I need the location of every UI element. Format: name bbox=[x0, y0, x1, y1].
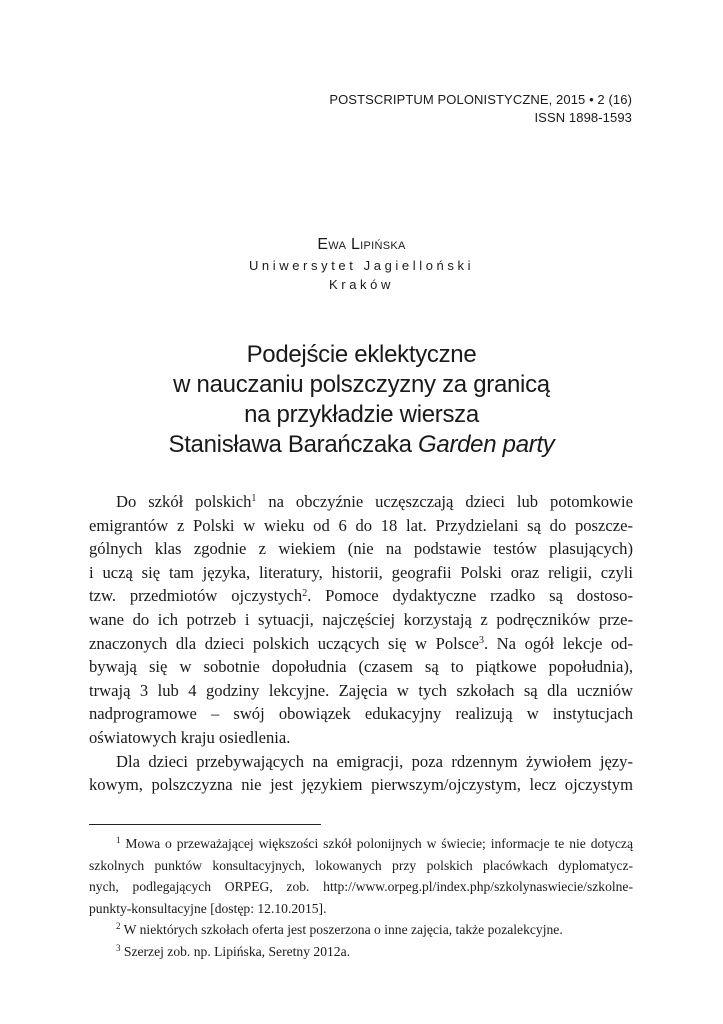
poem-title: Garden party bbox=[418, 431, 555, 458]
footnote-line: punkty-konsultacyjne [dostęp: 12.10.2015]. bbox=[89, 900, 327, 916]
body-line: kowym, polszczyzna nie jest językiem pierwszym/ojczystym, lecz ojczystym bbox=[89, 775, 633, 795]
journal-header bbox=[329, 91, 632, 127]
body-line: oświatowych kraju osiedlenia. bbox=[89, 727, 291, 747]
footnote-line: $^3$ Szerzej zob. np. Lipińska, Seretny 2012a. bbox=[116, 942, 351, 959]
footnote-line: $^2$ W niektórych szkołach oferta jest poszerzona o inne zajęcia, także pozalekcyjne. bbox=[116, 921, 563, 937]
body-line: znaczonych dla dzieci polskich uczących się w Polsce$^3$. Na ogół lekcje od- bbox=[89, 633, 634, 653]
title-line: na przykładzie wiersza bbox=[244, 401, 479, 428]
footnote-ref[interactable]: 1 bbox=[251, 493, 257, 505]
body-line: tzw. przedmiotów ojczystych$^2$. Pomoce dydaktyczne rzadko są dostoso- bbox=[89, 586, 633, 606]
author-block bbox=[0, 234, 723, 294]
title-line bbox=[0, 430, 723, 460]
body-line: emigrantów z Polski w wieku od 6 do 18 lat. Przydzielani są do poszcze- bbox=[89, 515, 633, 535]
body-line: gólnych klas zgodnie z wiekiem (nie na podstawie testów plasujących) bbox=[89, 539, 633, 559]
title-text: Stanisława Barańczaka bbox=[168, 431, 419, 458]
body-line: trwają 3 lub 4 godziny lekcyjne. Zajęcia w tych szkołach są dla uczniów bbox=[89, 680, 633, 700]
footnote-number: 2 bbox=[116, 921, 121, 932]
footnote-line: nych, podlegających ORPEG, zob. http://www.orpeg.pl/index.php/szkolynaswiecie/szkolne- bbox=[89, 879, 633, 894]
body-line: Dla dzieci przebywających na emigracji, poza rdzennym żywiołem języ- bbox=[116, 751, 633, 771]
body-line: wane do ich potrzeb i sytuacji, najczęściej korzystają z podręczników prze- bbox=[89, 609, 633, 629]
author-city: Kraków bbox=[329, 277, 394, 292]
title-line: w nauczaniu polszczyzny za granicą bbox=[173, 371, 550, 398]
footnote-line: $^1$ Mowa o przeważającej większości szkół polonijnych w świecie; informacje te nie dotyczą bbox=[116, 835, 633, 851]
footnote-number: 1 bbox=[116, 835, 121, 846]
footnotes bbox=[89, 833, 633, 962]
footnote-line: szkolnych punktów konsultacyjnych, lokowanych przy polskich placówkach dyplomatycz- bbox=[89, 857, 633, 873]
body-line: bywają się w sobotnie dopołudnia (czasem są to piątkowe popołudnia), bbox=[89, 657, 633, 677]
body-text bbox=[89, 490, 633, 797]
footnote-divider bbox=[89, 824, 321, 825]
author-name: Ewa Lipińska bbox=[317, 236, 406, 253]
footnote-number: 3 bbox=[116, 942, 121, 953]
footnote-ref[interactable]: 3 bbox=[478, 635, 484, 647]
issn: ISSN 1898-1593 bbox=[534, 110, 632, 125]
article-title bbox=[0, 340, 723, 460]
author-affiliation: Uniwersytet Jagielloński bbox=[248, 258, 475, 273]
body-line: nadprogramowe – swój obowiązek edukacyjny realizują w instytucjach bbox=[89, 704, 633, 724]
body-line: i uczą się tam języka, literatury, historii, geografii Polski oraz religii, czyli bbox=[89, 562, 633, 582]
footnote-ref[interactable]: 2 bbox=[302, 587, 308, 599]
journal-title: POSTSCRIPTUM POLONISTYCZNE, 2015 • 2 (16) bbox=[329, 92, 632, 107]
title-line: Podejście eklektyczne bbox=[246, 341, 477, 368]
body-line: Do szkół polskich$^1$ na obczyźnie uczęszczają dzieci lub potomkowie bbox=[116, 492, 633, 511]
